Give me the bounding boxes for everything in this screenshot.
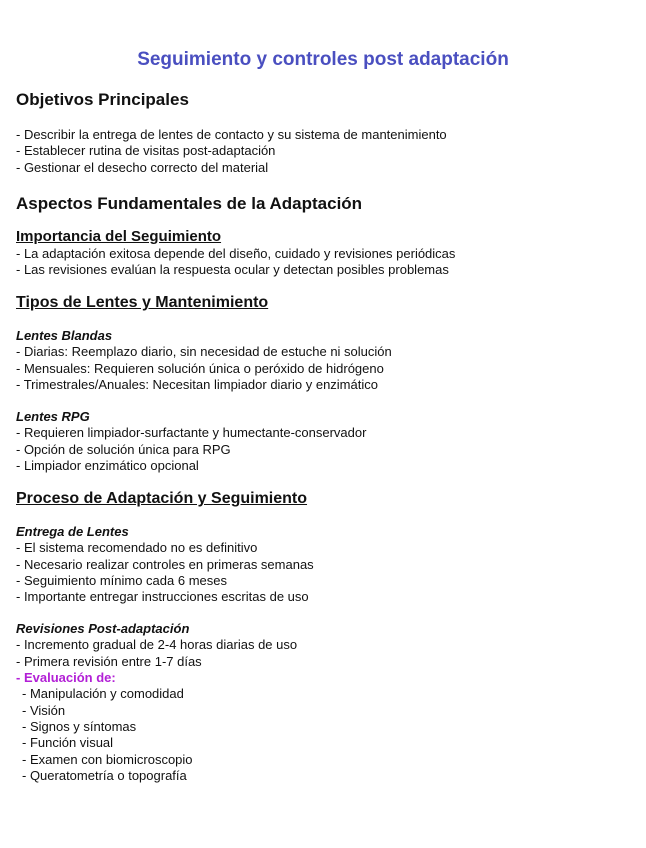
list-item: - Diarias: Reemplazo diario, sin necesidad de estuche ni solución [16,344,392,360]
list-item: - El sistema recomendado no es definitivo [16,540,258,556]
evaluacion-heading [16,670,630,686]
evaluacion-label: Evaluación de: [23,670,116,686]
entrega-list [16,540,630,605]
list-item: - Queratometría o topografía [22,767,187,783]
heading-importancia: Importancia del Seguimiento [16,227,222,245]
subheading-lentes-rpg: Lentes RPG [16,409,90,425]
heading-aspectos: Aspectos Fundamentales de la Adaptación [16,193,363,213]
subheading-revisiones: Revisiones Post-adaptación [16,621,190,637]
list-item: - Función visual [22,735,114,751]
list-item: - Trimestrales/Anuales: Necesitan limpiador diario y enzimático [16,377,378,393]
list-item: - Gestionar el desecho correcto del material [16,159,269,175]
revisiones-list [16,637,630,784]
list-item: - Establecer rutina de visitas post-adaptación [16,143,276,159]
subheading-lentes-blandas: Lentes Blandas [16,328,113,344]
list-item: - Importante entregar instrucciones escritas de uso [16,589,309,605]
objetivos-list [16,127,630,176]
list-item: - Necesario realizar controles en primeras semanas [16,556,314,572]
importancia-list [16,246,630,279]
list-item: - Seguimiento mínimo cada 6 meses [16,572,227,588]
list-item: - Visión [22,702,66,718]
evaluacion-dash: - [16,670,24,686]
list-item: - Requieren limpiador-surfactante y humectante-conservador [16,425,367,441]
heading-tipos: Tipos de Lentes y Mantenimiento [16,294,269,312]
list-item: - Incremento gradual de 2-4 horas diarias de uso [16,637,298,653]
list-item: - Opción de solución única para RPG [16,441,231,457]
list-item: - Examen con biomicroscopio [22,751,193,767]
list-item: - Mensuales: Requieren solución única o peróxido de hidrógeno [16,360,384,376]
list-item: - Las revisiones evalúan la respuesta ocular y detectan posibles problemas [16,262,449,278]
list-item: - La adaptación exitosa depende del diseño, cuidado y revisiones periódicas [16,245,456,261]
list-item: - Limpiador enzimático opcional [16,457,199,473]
list-item: - Manipulación y comodidad [22,686,184,702]
list-item: - Primera revisión entre 1-7 días [16,653,202,669]
document-title: Seguimiento y controles post adaptación [137,49,509,70]
subheading-entrega: Entrega de Lentes [16,524,129,540]
list-item: - Describir la entrega de lentes de contacto y su sistema de mantenimiento [16,127,447,142]
heading-proceso: Proceso de Adaptación y Seguimiento [16,490,308,508]
lentes-blandas-list [16,344,630,393]
heading-objetivos: Objetivos Principales [16,90,189,109]
lentes-rpg-list [16,425,630,474]
list-item: - Signos y síntomas [22,718,137,734]
